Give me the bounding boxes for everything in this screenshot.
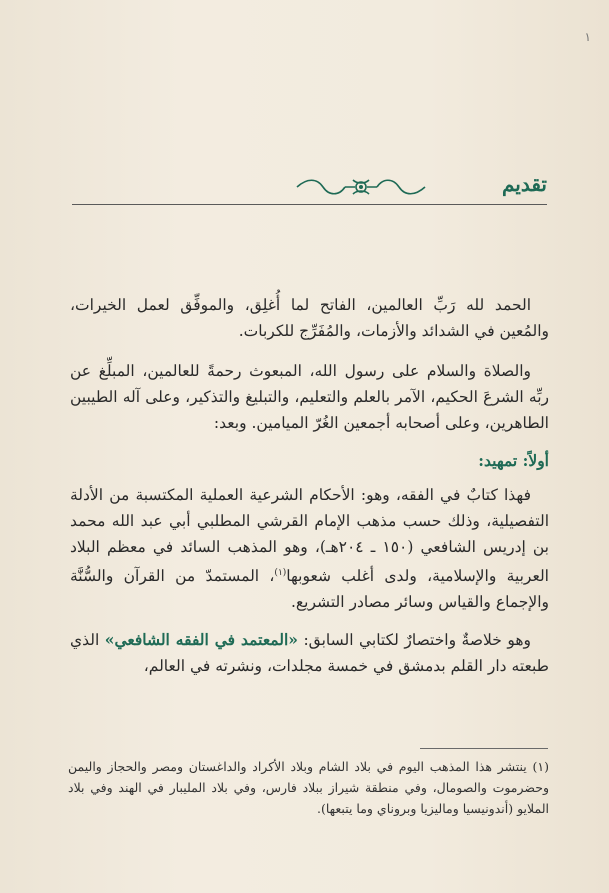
body-text <box>70 292 549 691</box>
intro-text: فهذا كتابٌ في الفقه، وهو: الأحكام الشرعية العملية المكتسبة من الأدلة التفصيلية، وذلك حسب مذهب الإمام القرشي المطلبي أبي عبد الله محمد بن إدريس الشافعي (١٥٠ ـ ٢٠٤هـ)، وهو المذهب السائد في معظم البلاد العربية والإسلامية، ولدى أغلب شعوبها <box>70 486 549 586</box>
section-heading: أولاً: تمهيد: <box>478 451 549 470</box>
intro-paragraph <box>70 482 549 615</box>
ornament-icon <box>293 176 429 198</box>
summary-paragraph <box>70 627 549 679</box>
header-rule <box>72 204 547 205</box>
summary-text-end: الذي طبعته دار القلم بدمشق في خمسة مجلدات، ونشرته في العالم، <box>70 631 549 676</box>
footnote: (١) ينتشر هذا المذهب اليوم في بلاد الشام وبلاد الأكراد والداغستان ومصر والحجاز واليمن وحضرموت والصومال، وفي منطقة شيراز ببلاد فارس، وفي بلاد المليبار في الهند وفي بلاد الملايو (أندونيسيا وماليزيا وبروناي وما يتبعها). <box>68 759 549 816</box>
book-title: «المعتمد في الفقه الشافعي» <box>104 630 298 650</box>
intro-text-end: ، المستمدّ من القرآن والسُّنَّة والإجماع والقياس وسائر مصادر التشريع. <box>70 567 549 612</box>
page-marker: ١ <box>584 30 591 44</box>
paragraph-2: والصلاة والسلام على رسول الله، المبعوث رحمةً للعالمين، المبلِّغ عن ربِّه الشرعَ الحكيم، الآمر بالعلم والتعليم، والتبليغ والتذكير، وعلى آله الطيبين الطاهرين، وعلى أصحابه أجمعين الغُرّ الميامين. وبعد: <box>70 362 549 432</box>
paragraph-1: الحمد لله رَبِّ العالمين، الفاتح لما أُغلِق، والموفِّق لعمل الخيرات، والمُعين في الشدائد والأزمات، والمُفَرِّج للكربات. <box>70 296 549 340</box>
summary-text: وهو خلاصةٌ واختصارٌ لكتابي السابق: <box>297 631 531 650</box>
footnote-ref: (١) <box>274 568 287 578</box>
chapter-header <box>72 170 547 206</box>
footnote-rule <box>420 748 548 749</box>
chapter-title: تقديم <box>501 172 547 196</box>
